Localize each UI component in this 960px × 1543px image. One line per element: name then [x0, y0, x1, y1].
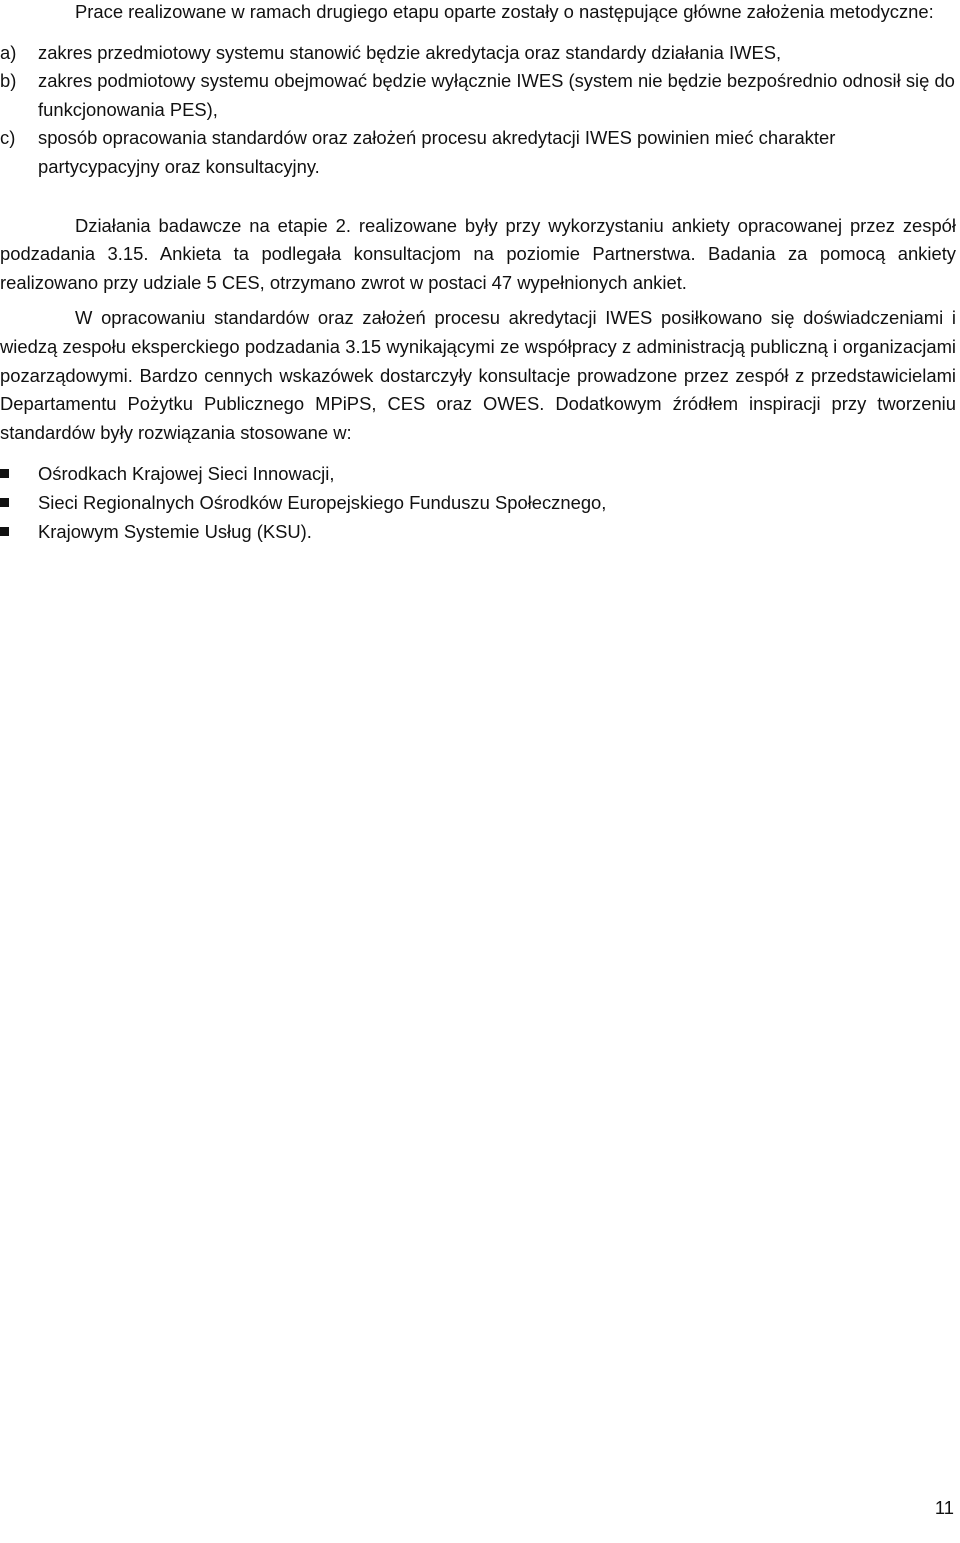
source-text: Ośrodkach Krajowej Sieci Innowacji,: [38, 463, 335, 485]
source-item: [0, 518, 956, 547]
assumption-item-b: [0, 67, 956, 124]
assumptions-list: [0, 39, 956, 182]
page-number: 11: [934, 1497, 954, 1518]
source-item: [0, 460, 956, 489]
research-paragraph: Działania badawcze na etapie 2. realizowane były przy wykorzystaniu ankiety opracowanej przez zespół podzadania 3.15. Ankieta ta podlegała konsultacjom na poziomie Partnerstwa. Badania za pomocą ankiety realizowano przy udziale 5 CES, otrzymano zwrot w postaci 47 wypełnionych ankiet.: [0, 214, 956, 293]
assumption-item-c: [0, 124, 956, 181]
source-text: Krajowym Systemie Usług (KSU).: [38, 520, 312, 542]
list-marker: c): [0, 127, 16, 149]
sources-list: [0, 460, 956, 546]
square-bullet-icon: [0, 498, 9, 507]
intro-paragraph: Prace realizowane w ramach drugiego etapu oparte zostały o następujące główne założenia metodyczne:: [75, 1, 934, 22]
assumption-item-a: [0, 39, 956, 68]
assumption-text: sposób opracowania standardów oraz założeń procesu akredytacji IWES powinien mieć charakter partycypacyjny oraz konsultacyjny.: [38, 127, 836, 177]
assumption-text: zakres podmiotowy systemu obejmować będzie wyłącznie IWES (system nie będzie bezpośrednio odnosił się do funkcjonowania PES),: [38, 70, 955, 120]
source-item: [0, 489, 956, 518]
source-text: Sieci Regionalnych Ośrodków Europejskiego Funduszu Społecznego,: [38, 491, 607, 513]
list-marker: a): [0, 41, 17, 63]
assumption-text: zakres przedmiotowy systemu stanowić będzie akredytacja oraz standardy działania IWES,: [38, 41, 782, 63]
page-content: [0, 0, 956, 546]
standards-paragraph: W opracowaniu standardów oraz założeń procesu akredytacji IWES posiłkowano się doświadczeniami i wiedzą zespołu eksperckiego podzadania 3.15 wynikającymi ze współpracy z administracją publiczną i organizacjami pozarządowymi. Bardzo cennych wskazówek dostarczyły konsultacje prowadzone przez zespół z przedstawicielami Departamentu Pożytku Publicznego MPiPS, CES oraz OWES. Dodatkowym źródłem inspiracji przy tworzeniu standardów były rozwiązania stosowane w:: [0, 307, 956, 443]
list-marker: b): [0, 70, 17, 92]
square-bullet-icon: [0, 527, 9, 536]
square-bullet-icon: [0, 469, 9, 478]
